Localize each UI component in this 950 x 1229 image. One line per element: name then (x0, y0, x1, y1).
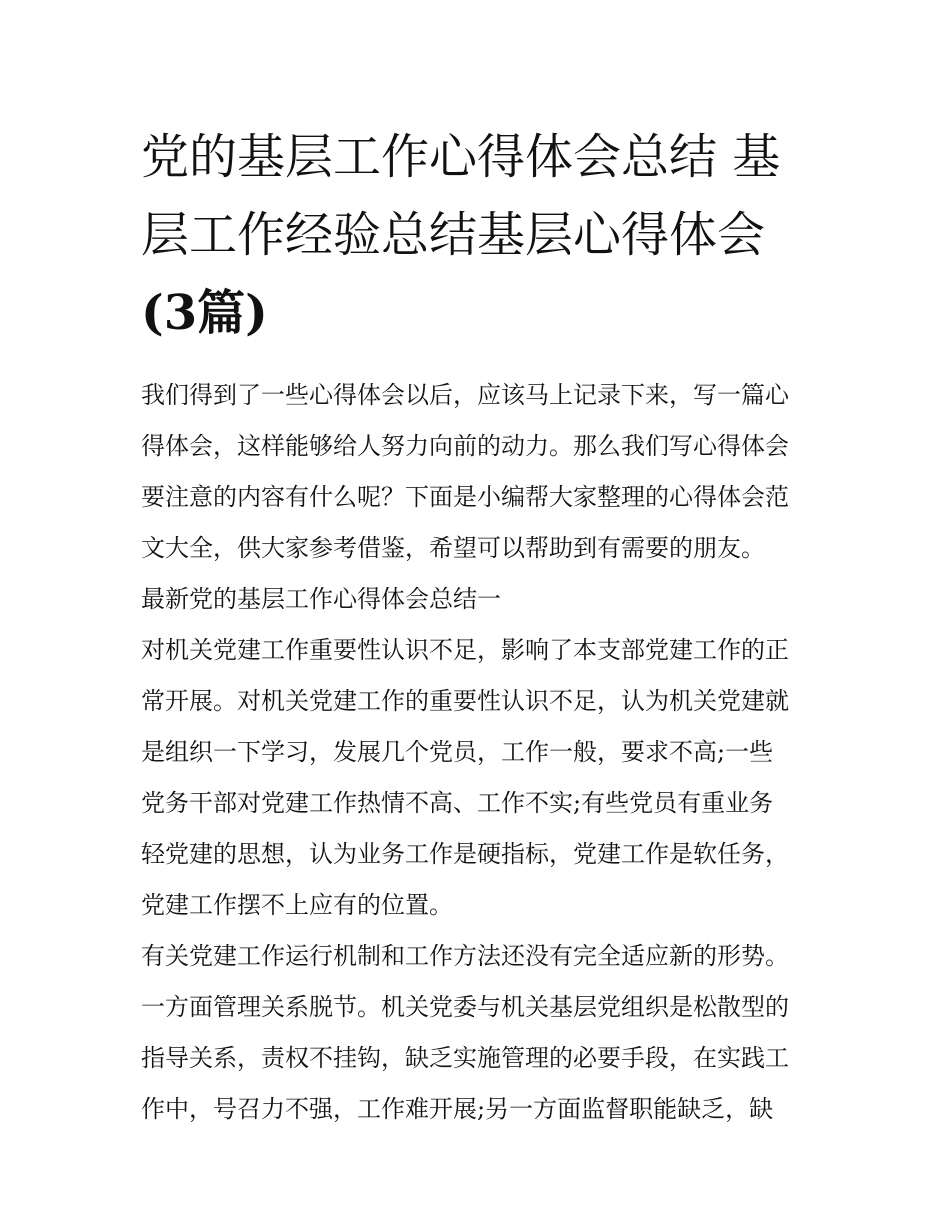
intro-line-3: 要注意的内容有什么呢？下面是小编帮大家整理的心得体会范 (141, 483, 789, 511)
paragraph-2 (141, 931, 813, 1135)
title-line-2: 层工作经验总结基层心得体会 (141, 207, 766, 263)
paragraph-1 (141, 625, 813, 931)
paragraph-1-line-6: 党建工作摆不上应有的位置。 (141, 891, 453, 919)
paragraph-1-line-4: 党务干部对党建工作热情不高、工作不实;有些党员有重业务 (141, 789, 774, 817)
intro-line-4: 文大全，供大家参考借鉴，希望可以帮助到有需要的朋友。 (141, 534, 765, 562)
title-line-1: 党的基层工作心得体会总结 基 (141, 129, 781, 185)
intro-paragraph (141, 370, 813, 574)
paragraph-1-line-2: 常开展。对机关党建工作的重要性认识不足，认为机关党建就 (141, 687, 789, 715)
paragraph-2-line-3: 指导关系，责权不挂钩，缺乏实施管理的必要手段，在实践工 (141, 1044, 789, 1072)
paragraph-1-line-5: 轻党建的思想，认为业务工作是硬指标，党建工作是软任务， (141, 840, 789, 868)
section-heading: 最新党的基层工作心得体会总结一 (141, 585, 501, 613)
document-body (141, 370, 813, 1135)
document-title (141, 118, 813, 352)
title-line-3: (3篇) (141, 285, 268, 341)
paragraph-2-line-2: 一方面管理关系脱节。机关党委与机关基层党组织是松散型的 (141, 993, 789, 1021)
paragraph-2-line-4: 作中，号召力不强，工作难开展;另一方面监督职能缺乏，缺 (141, 1095, 774, 1123)
document-content (141, 118, 813, 1135)
intro-line-2: 得体会，这样能够给人努力向前的动力。那么我们写心得体会 (141, 432, 789, 460)
paragraph-1-line-3: 是组织一下学习，发展几个党员，工作一般，要求不高;一些 (141, 738, 774, 766)
intro-line-1: 我们得到了一些心得体会以后，应该马上记录下来，写一篇心 (141, 381, 789, 409)
paragraph-2-line-1: 有关党建工作运行机制和工作方法还没有完全适应新的形势。 (141, 942, 789, 970)
paragraph-1-line-1: 对机关党建工作重要性认识不足，影响了本支部党建工作的正 (141, 636, 789, 664)
